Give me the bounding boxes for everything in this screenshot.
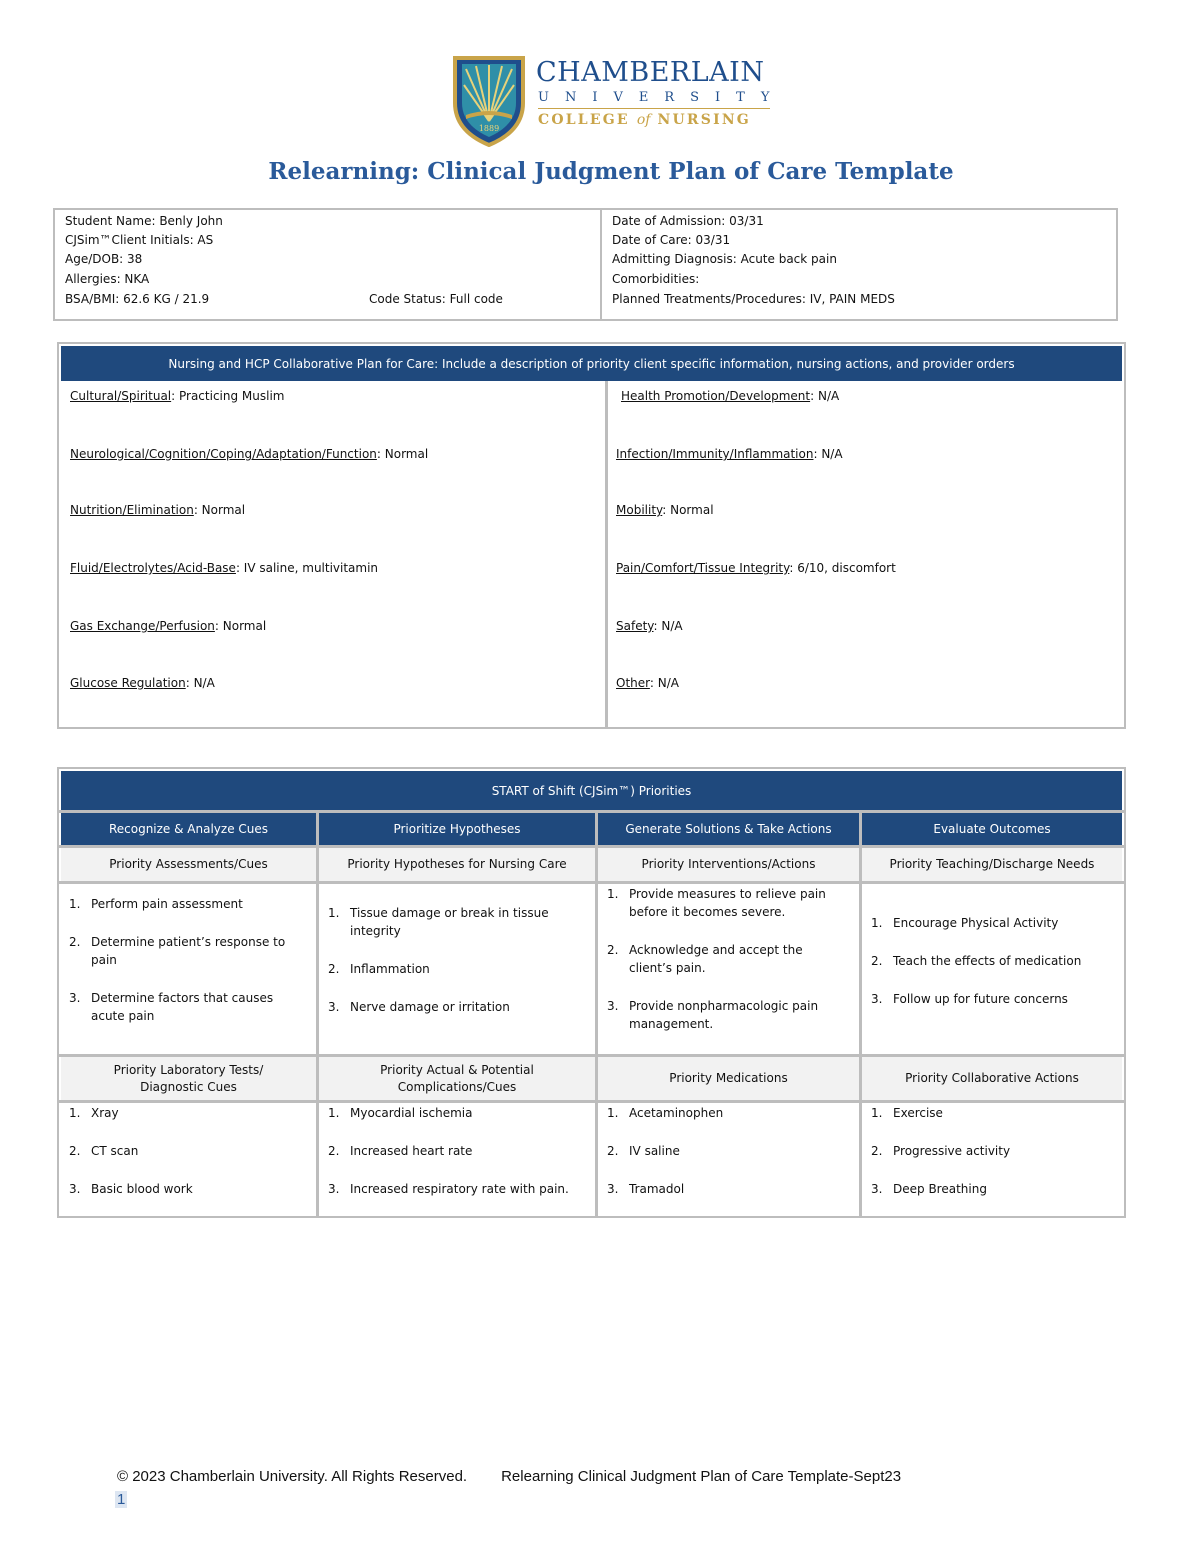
list-item: 2. IV saline xyxy=(607,1144,680,1158)
collab-plan-header: Nursing and HCP Collaborative Plan for Care: Include a description of priority client specific information, nursing actions, and provider orders xyxy=(61,346,1122,381)
col-divider xyxy=(316,810,319,1216)
date-admission: Date of Admission: 03/31 xyxy=(612,214,764,228)
chamberlain-logo xyxy=(452,55,786,147)
list-item: 1. Perform pain assessment xyxy=(69,897,243,911)
col-divider xyxy=(595,810,598,1216)
priorities-header: START of Shift (CJSim™) Priorities xyxy=(61,771,1122,810)
list-item: 2. Teach the effects of medication xyxy=(871,954,1082,968)
list-item: 3. Nerve damage or irritation xyxy=(328,1000,510,1014)
client-initials: CJSim™Client Initials: AS xyxy=(65,233,214,247)
list-item: 3. Determine factors that causes acute pain xyxy=(69,991,274,1023)
footer-copyright: © 2023 Chamberlain University. All Rights Reserved. xyxy=(117,1468,468,1485)
list-item: 2. Inflammation xyxy=(328,962,430,976)
subhead-collaborative: Priority Collaborative Actions xyxy=(862,1057,1122,1100)
logo-name: CHAMBERLAIN xyxy=(536,57,765,88)
page-title: Relearning: Clinical Judgment Plan of Care Template xyxy=(268,158,954,185)
subhead-teaching: Priority Teaching/Discharge Needs xyxy=(862,848,1122,881)
list-item: 1. Myocardial ischemia xyxy=(328,1106,473,1120)
subhead-hypotheses: Priority Hypotheses for Nursing Care xyxy=(319,848,595,881)
list-item: 3. Tramadol xyxy=(607,1182,685,1196)
student-name: Student Name: Benly John xyxy=(65,214,223,228)
list-item: 3. Increased respiratory rate with pain. xyxy=(328,1182,569,1196)
collab-left-1: Cultural/Spiritual: Practicing Muslim xyxy=(70,389,285,403)
subhead-medications: Priority Medications xyxy=(598,1057,859,1100)
interventions-list xyxy=(607,885,857,1033)
list-item: 2. CT scan xyxy=(69,1144,139,1158)
collab-left-3: Nutrition/Elimination: Normal xyxy=(70,503,246,517)
logo-university: UNIVERSITY xyxy=(538,90,786,105)
date-care: Date of Care: 03/31 xyxy=(612,233,731,247)
col-header-evaluate: Evaluate Outcomes xyxy=(862,813,1122,845)
col-header-prioritize: Prioritize Hypotheses xyxy=(319,813,595,845)
subhead-assessments: Priority Assessments/Cues xyxy=(61,848,316,881)
collab-right-4: Pain/Comfort/Tissue Integrity: 6/10, discomfort xyxy=(616,561,896,575)
allergies: Allergies: NKA xyxy=(65,272,150,286)
shield-crest-icon xyxy=(452,55,526,147)
list-item: 2. Acknowledge and accept the client’s pain. xyxy=(607,943,803,975)
svg-text:1889: 1889 xyxy=(478,124,500,133)
student-info-box xyxy=(53,208,1118,321)
list-item: 1. Encourage Physical Activity xyxy=(871,916,1059,930)
list-item: 2. Increased heart rate xyxy=(328,1144,473,1158)
logo-college: COLLEGE of NURSING xyxy=(538,112,751,128)
teaching-list xyxy=(871,914,1121,1008)
hypotheses-list xyxy=(328,904,588,1016)
list-item: 2. Progressive activity xyxy=(871,1144,1011,1158)
age-dob: Age/DOB: 38 xyxy=(65,252,143,266)
collab-right-1: Health Promotion/Development: N/A xyxy=(621,389,840,403)
planned-treatments: Planned Treatments/Procedures: IV, PAIN MEDS xyxy=(612,292,895,306)
footer xyxy=(117,1468,901,1485)
collaborative-list xyxy=(871,1104,1121,1198)
subhead-interventions: Priority Interventions/Actions xyxy=(598,848,859,881)
list-item: 3. Deep Breathing xyxy=(871,1182,987,1196)
page-number: 1 xyxy=(117,1491,126,1508)
list-item: 3. Provide nonpharmacologic pain management. xyxy=(607,999,819,1031)
list-item: 1. Acetaminophen xyxy=(607,1106,724,1120)
list-item: 3. Basic blood work xyxy=(69,1182,193,1196)
row-rule xyxy=(59,1100,1124,1103)
collab-right-3: Mobility: Normal xyxy=(616,503,714,517)
assessments-list xyxy=(69,895,309,1025)
medications-list xyxy=(607,1104,857,1198)
subhead-laboratory: Priority Laboratory Tests/ Diagnostic Cues xyxy=(61,1057,316,1100)
collab-divider xyxy=(605,381,608,727)
info-divider xyxy=(600,210,602,319)
collab-left-5: Gas Exchange/Perfusion: Normal xyxy=(70,619,267,633)
code-status: Code Status: Full code xyxy=(369,292,503,306)
logo-rule xyxy=(538,108,770,109)
list-item: 1. Provide measures to relieve pain before it becomes severe. xyxy=(607,887,826,919)
comorbidities: Comorbidities: xyxy=(612,272,700,286)
collab-plan-table xyxy=(57,342,1126,729)
subhead-complications: Priority Actual & Potential Complications/Cues xyxy=(319,1057,595,1100)
row-rule xyxy=(59,881,1124,884)
footer-doc-name: Relearning Clinical Judgment Plan of Care Template-Sept23 xyxy=(501,1468,902,1485)
list-item: 1. Xray xyxy=(69,1106,119,1120)
list-item: 3. Follow up for future concerns xyxy=(871,992,1068,1006)
collab-left-6: Glucose Regulation: N/A xyxy=(70,676,215,690)
bsa-bmi: BSA/BMI: 62.6 KG / 21.9 xyxy=(65,292,210,306)
col-divider xyxy=(859,810,862,1216)
list-item: 2. Determine patient’s response to pain xyxy=(69,935,286,967)
collab-left-4: Fluid/Electrolytes/Acid-Base: IV saline, multivitamin xyxy=(70,561,379,575)
laboratory-list xyxy=(69,1104,309,1198)
list-item: 1. Exercise xyxy=(871,1106,943,1120)
collab-right-2: Infection/Immunity/Inflammation: N/A xyxy=(616,447,843,461)
admitting-diagnosis: Admitting Diagnosis: Acute back pain xyxy=(612,252,837,266)
collab-right-6: Other: N/A xyxy=(616,676,679,690)
col-header-recognize: Recognize & Analyze Cues xyxy=(61,813,316,845)
list-item: 1. Tissue damage or break in tissue integrity xyxy=(328,906,549,938)
complications-list xyxy=(328,1104,592,1198)
collab-right-5: Safety: N/A xyxy=(616,619,683,633)
priorities-table xyxy=(57,767,1126,1218)
collab-left-2: Neurological/Cognition/Coping/Adaptation/Function: Normal xyxy=(70,447,429,461)
col-header-generate: Generate Solutions & Take Actions xyxy=(598,813,859,845)
